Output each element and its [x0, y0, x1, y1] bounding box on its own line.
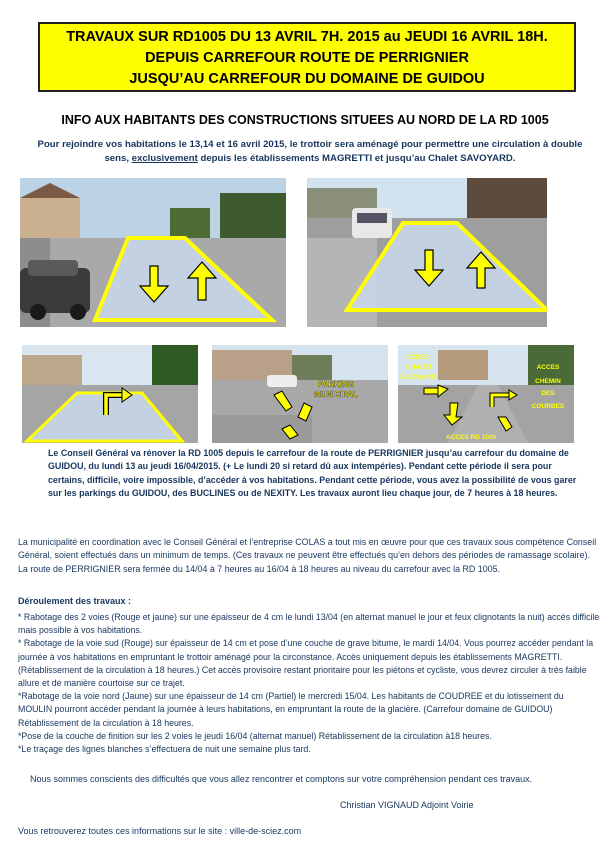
- banner-line-3: JUSQU’AU CARREFOUR DU DOMAINE DE GUIDOU: [129, 71, 485, 87]
- label-acces-chalet-1: ACCES: [406, 354, 429, 361]
- works-item: * Rabotage des 2 voies (Rouge et jaune) sur une épaisseur de 4 cm le lundi 13/04 (en alternat manuel le jour et feux clignotants la nuit) accès difficile mais possible à vos habitations.: [18, 612, 600, 636]
- label-acces-rd: ACCES RD 1005: [446, 434, 497, 441]
- signature: Christian VIGNAUD Adjoint Voirie: [340, 800, 474, 810]
- label-acces-chemin-3: DES: [541, 390, 555, 397]
- photo-street-left: [20, 178, 286, 327]
- intro-part-2: depuis les établissements MAGRETTI et jusqu’au Chalet SAVOYARD.: [197, 153, 516, 164]
- label-acces-chemin-4: COURBES: [531, 403, 565, 410]
- title-banner: [38, 22, 576, 92]
- photo-corner-hedge: [22, 345, 198, 443]
- intro-underlined: exclusivement: [131, 153, 198, 164]
- label-parking: PARKING: [317, 380, 355, 389]
- label-acces-chemin-1: ACCES: [536, 364, 560, 371]
- works-item: *Le traçage des lignes blanches s’effectuera de nuit une semaine plus tard.: [18, 744, 311, 755]
- intro-paragraph: [30, 138, 590, 166]
- photo-road-van: [307, 178, 547, 327]
- closing-text: Nous sommes conscients des difficultés que vous allez rencontrer et comptons sur votre compréhension pendant ces travaux.: [30, 774, 533, 784]
- info-subtitle: INFO AUX HABITANTS DES CONSTRUCTIONS SITUEES AU NORD DE LA RD 1005: [61, 113, 549, 127]
- deroulement-title: Déroulement des travaux :: [18, 596, 132, 606]
- works-list: [18, 611, 600, 756]
- banner-line-2: DEPUIS CARREFOUR ROUTE DE PERRIGNIER: [145, 50, 469, 66]
- label-acces-chemin-2: CHEMIN: [535, 378, 561, 385]
- banner-line-1: TRAVAUX SUR RD1005 DU 13 AVRIL 7H. 2015 au JEUDI 16 AVRIL 18H.: [66, 29, 548, 45]
- works-item: * Rabotage de la voie sud (Rouge) sur épaisseur de 14 cm et pose d’une couche de grave bitume, le mardi 14/04. Vous pourrez accéder pendant la journée à vos habitations en empruntant le trottoir aménagé pour la circonstance. Accès uniquement depuis les établissements MAGRETTI. (Rétablissement de la circulation à 18 heures.) Cet accès provisoire restant prioritaire pour les piétons et cycliste, vous devrez circuler à très faible allure et de manière courtoise sur ce trajet.: [18, 638, 594, 689]
- municipalite-paragraph: La municipalité en coordination avec le Conseil Général et l’entreprise COLAS a tout mis en œuvre pour que ces travaux sous compétence Conseil Général, soient effectués dans un minimum de temps. (Ces travaux ne peuvent être effectués qu’en dehors des périodes de ramassage scolaire). La route de PERRIGNIER sera fermée du 14/04 à 7 heures au 16/04 à 18 heures au niveau du carrefour avec la RD 1005.: [18, 537, 597, 574]
- label-municipal: MUNICIPAL: [314, 390, 358, 399]
- website-footer: Vous retrouverez toutes ces informations sur le site : ville-de-sciez.com: [18, 826, 302, 836]
- works-item: *Rabotage de la voie nord (Jaune) sur une épaisseur de 14 cm (Partiel) le mercredi 15/04. Les habitants de COUDREE et du lotissement du MOULIN pourront accéder pendant la journée à leurs habitations, en empruntant la route de la glacière. (Carrefour domaine de GUIDOU) Rétablissement de la circulation à 18 heures.: [18, 691, 564, 728]
- conseil-general-paragraph: Le Conseil Général va rénover la RD 1005 depuis le carrefour de la route de PERRIGNIER jusqu’au carrefour du domaine de GUIDOU, du lundi 13 au jeudi 16/04/2015. (+ Le lundi 20 si retard dû aux intempéries). Pendant cette période il sera pour certains, difficile, voire impossible, d’accéder à vos habitations. Pendant cette période, vous avez la possibilité de vous garer sur les parkings du GUIDOU, des BUCLINES ou de NEXITY. Les travaux auront lieu chaque jour, de 7 heures à 18 heures.: [48, 448, 577, 499]
- works-item: *Pose de la couche de finition sur les 2 voies le jeudi 16/04 (alternat manuel) Rétablissement de la circulation à18 heures.: [18, 730, 492, 741]
- label-acces-chalet-3: SAVOYARD: [400, 374, 436, 381]
- label-acces-chalet-2: CHALET: [406, 364, 433, 371]
- photo-parking-municipal: [212, 345, 388, 443]
- intro-part-1: Pour rejoindre vos habitations le 13,14 et 16 avril 2015, le trottoir sera aménagé pour permettre une circulation à double sens,: [37, 139, 583, 164]
- photo-access-junction: [398, 345, 574, 443]
